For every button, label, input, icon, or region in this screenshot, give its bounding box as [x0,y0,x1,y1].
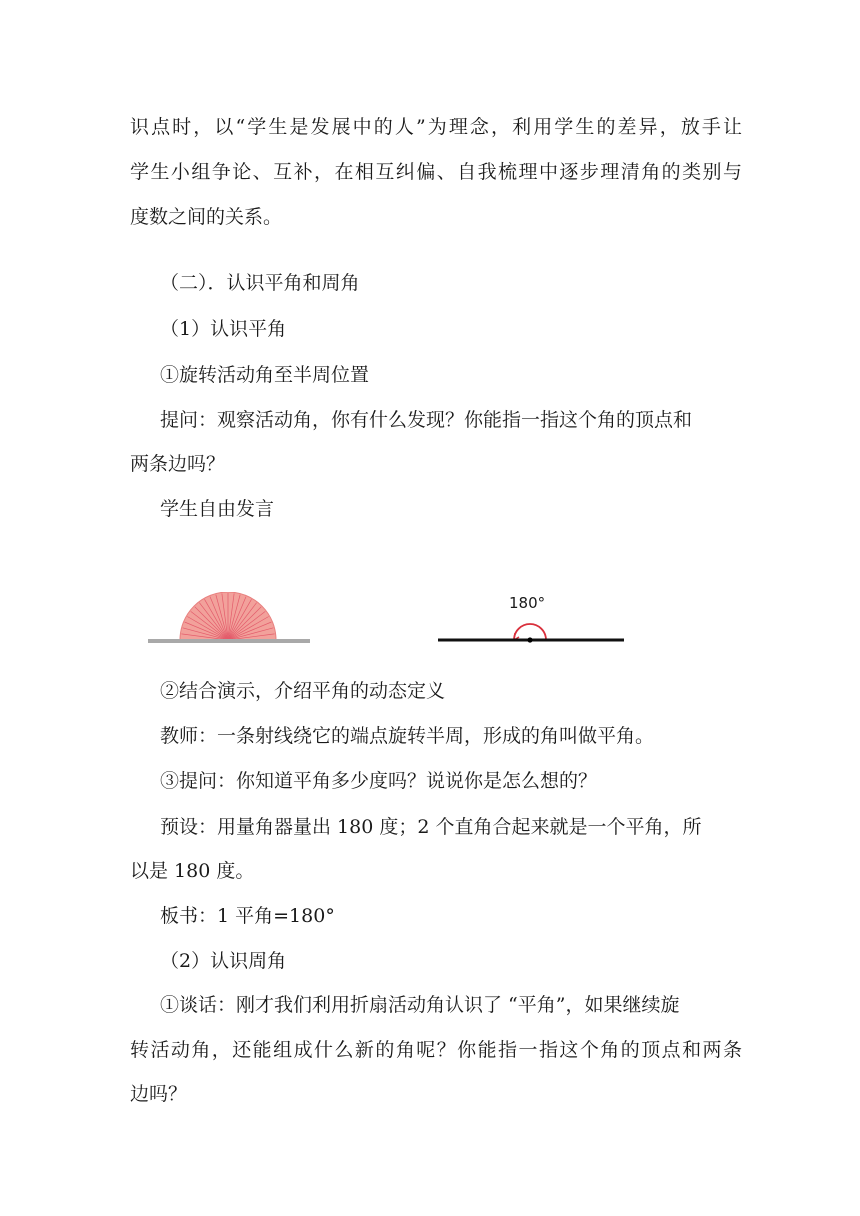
talk-line-2: 转活动角，还能组成什么新的角呢？你能指一指这个角的顶点和两条 [130,1039,742,1061]
step-degree-question: ③提问：你知道平角多少度吗？说说你是怎么想的？ [160,770,598,792]
talk-line-1: ①谈话：刚才我们利用折扇活动角认识了 “平角”，如果继续旋 [160,994,680,1016]
subsection-full-angle: （2）认识周角 [160,950,287,972]
straight-angle-figure [436,620,626,660]
vertex-dot [527,637,532,642]
fan-figure [144,592,314,648]
student-response: 学生自由发言 [160,498,275,520]
preset-line-1: 预设：用量角器量出 180 度；2 个直角合起来就是一个平角，所 [160,816,702,838]
intro-line-2: 学生小组争论、互补，在相互纠偏、自我梳理中逐步理清角的类别与 [130,161,742,183]
step-rotate-half: ①旋转活动角至半周位置 [160,364,370,386]
section-heading: （二）．认识平角和周角 [160,272,360,294]
preset-line-2: 以是 180 度。 [130,860,255,882]
step-demonstrate: ②结合演示，介绍平角的动态定义 [160,680,446,702]
angle-label: 180° [509,594,546,612]
question-observe-line-1: 提问：观察活动角，你有什么发现？你能指一指这个角的顶点和 [160,409,693,431]
intro-line-3: 度数之间的关系。 [130,206,283,228]
subsection-straight-angle: （1）认识平角 [160,318,287,340]
intro-line-1: 识点时，以“学生是发展中的人”为理念，利用学生的差异，放手让 [130,116,742,138]
board-writing: 板书：1 平角=180° [160,905,335,927]
teacher-definition: 教师：一条射线绕它的端点旋转半周，形成的角叫做平角。 [160,725,655,747]
fan-baseline [148,639,310,643]
question-observe-line-2: 两条边吗？ [130,453,226,475]
talk-line-3: 边吗？ [130,1083,188,1105]
